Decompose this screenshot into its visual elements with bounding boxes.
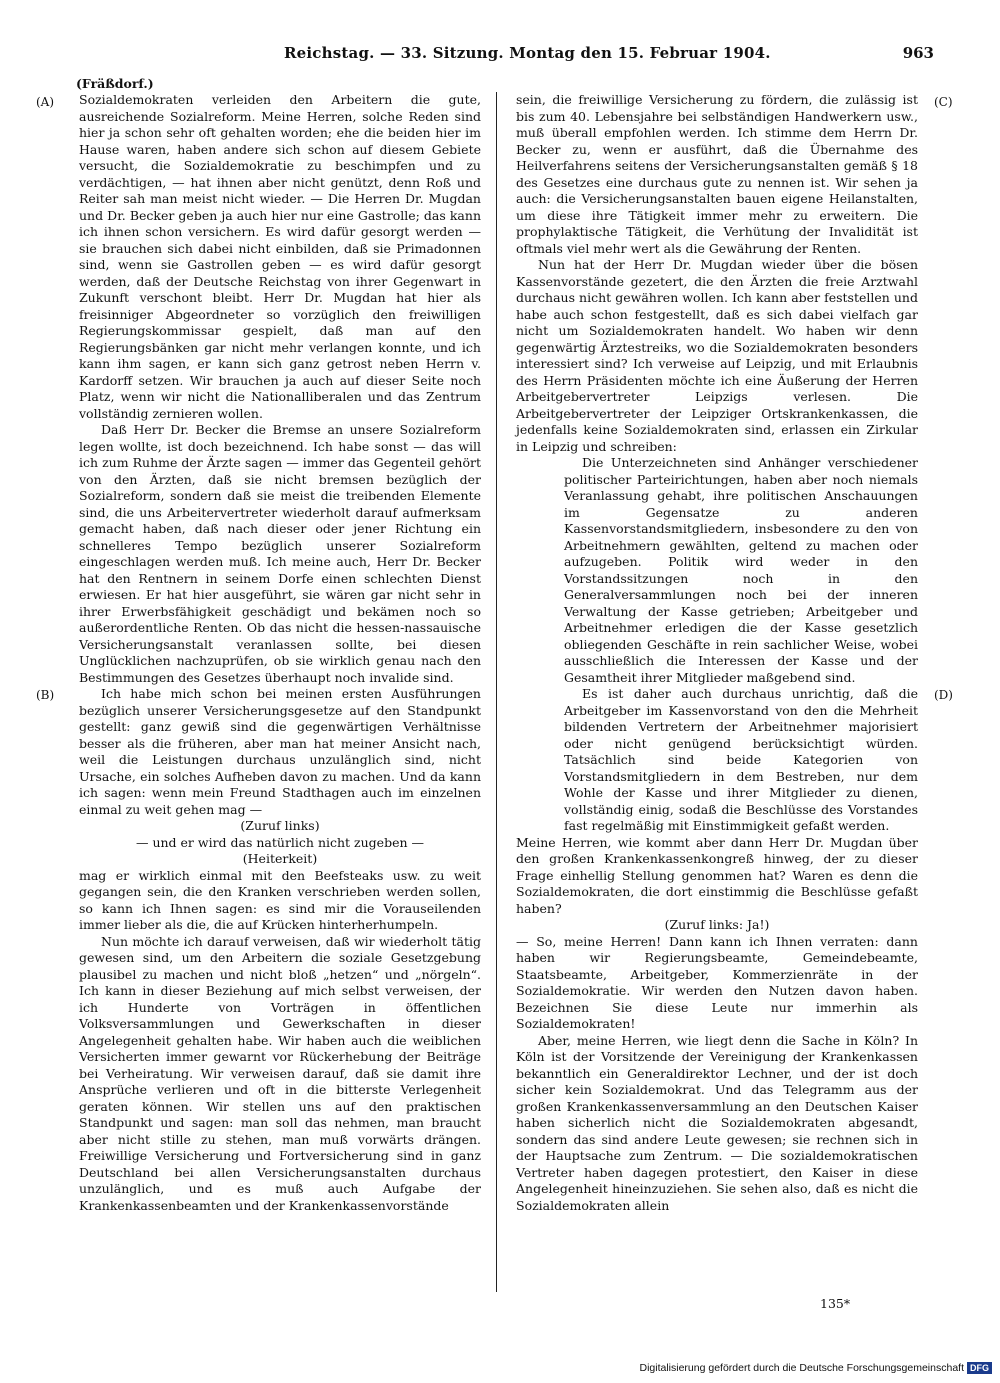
paragraph: Ich habe mich schon bei meinen ersten Ausführungen bezüglich unserer Versicherungsgesetze auf den Standpunkt gestellt: ganz gewiß sind die gegenwärtigen Verhältnisse besser als die früheren, aber man hat meiner Ansicht nach, weil die Leistungen durchaus unzulänglich sind, nicht Ursache, ein solches Aufheben davon zu machen. Und da kann ich sagen: wenn mein Freund Stadthagen auch im einzelnen einmal zu weit gehen mag — (79, 686, 481, 817)
margin-mark-c: (C) (934, 95, 953, 109)
page-header (64, 44, 934, 68)
interjection: (Heiterkeit) (242, 851, 318, 866)
right-column (516, 92, 918, 1214)
left-column (79, 92, 481, 1214)
paragraph: — So, meine Herren! Dann kann ich Ihnen verraten: dann haben wir Regierungsbeamte, Gemeindebeamte, Staatsbeamte, Arbeitgeber, Kommerzienräte in der Sozialdemokratie. Wir werden den Nutzen davon haben. Bezeichnen Sie diese Leute nur immerhin als Sozialdemokraten! (516, 933, 918, 1031)
interjection: — und er wird das natürlich nicht zugeben — (135, 834, 424, 850)
margin-mark-d: (D) (934, 688, 953, 702)
speaker-name: (Fräßdorf.) (76, 76, 154, 91)
paragraph: Sozialdemokraten verleiden den Arbeitern die gute, ausreichende Sozialreform. Meine Herren, solche Reden sind hier ja schon sehr oft gehalten worden; ehe die beiden hier im Hause waren, haben andere sich schon auf diesem Gebiete versucht, die Sozialdemokratie zu beschimpfen und zu verdächtigen, — hat ihnen aber nicht genützt, denn Roß und Reiter sah man meist nicht wieder. — Die Herren Dr. Mugdan und Dr. Becker geben ja auch hier nur eine Gastrolle; das kann ich ihnen schon versichern. Es wird dafür gesorgt werden — sie brauchen sich dabei nicht einbilden, daß sie Primadonnen sind, wenn sie Gastrollen geben — es wird dafür gesorgt werden, daß der Deutsche Reichstag von ihrer Gegenwart in Zukunft verschont bleibt. Herr Dr. Mugdan hat hier als freisinniger Abgeordneter so vorzüglich den freiwilligen Regierungskommissar gespielt, daß man auf den Regierungsbänken gar nicht mehr verlangen konnte, und ich kann ihm sagen, er kann sich ganz getrost neben Herrn v. Kardorff setzen. Wir brauchen ja auch auf dieser Seite noch Platz, wenn wir nicht die Nationalliberalen und das Zentrum vollständig zernieren wollen. (79, 92, 481, 421)
dfg-logo: DFG (967, 1362, 992, 1374)
paragraph: Nun möchte ich darauf verweisen, daß wir wiederholt tätig gewesen sind, um den Arbeitern die soziale Gesetzgebung plausibel zu machen und nicht bloß „hetzen“ und „nörgeln“. Ich kann in dieser Beziehung auf mich selbst verweisen, der ich Hunderte von Vorträgen in öffentlichen Volksversammlungen und Gewerkschaften in dieser Angelegenheit gehalten habe. Wir haben auch die weiblichen Versicherten immer gewarnt vor Rückerhebung der Beiträge bei Verheiratung. Wir verweisen darauf, daß sie damit ihre Ansprüche verlieren und oft in die bitterste Verlegenheit geraten können. Wir stellen uns auf den praktischen Standpunkt und sagen: man soll das nehmen, man braucht aber nicht stille zu stehen, man muß vorwärts drängen. Freiwillige Versicherung und Fortversicherung sind in ganz Deutschland bei allen Versicherungsanstalten durchaus unzulänglich, und es muß auch Aufgabe der Krankenkassenbeamten und der Krankenkassenvorstände (79, 933, 481, 1213)
footer (600, 1362, 992, 1378)
running-title: Reichstag. — 33. Sitzung. Montag den 15. Februar 1904. (284, 44, 771, 62)
paragraph: mag er wirklich einmal mit den Beefsteaks usw. zu weit gegangen sein, die den Kranken verschrieben werden sollen, so kann ich Ihnen sagen: es sind mir die Vorauseilenden immer lieber als die, die auf Krücken hinterherhumpeln. (79, 867, 481, 932)
interjection: (Zuruf links) (240, 818, 320, 833)
paragraph: Aber, meine Herren, wie liegt denn die Sache in Köln? In Köln ist der Vorsitzende der Vereinigung der Krankenkassen bekanntlich ein Generaldirektor Lechner, und der ist doch sicher kein Sozialdemokrat. Und das Telegramm aus der großen Krankenkassenversammlung an den Deutschen Kaiser haben sicherlich nicht die Sozialdemokraten abgesandt, sondern das sind andere Leute gewesen; sie rechnen sich in der Hauptsache zum Zentrum. — Die sozialdemokratischen Vertreter haben dagegen protestiert, den Kaiser in diese Angelegenheit hineinzuziehen. Sie sehen also, daß es nicht die Sozialdemokraten allein (516, 1032, 918, 1213)
interjection: (Zuruf links: Ja!) (664, 917, 770, 932)
paragraph: Daß Herr Dr. Becker die Bremse an unsere Sozialreform legen wollte, ist doch bezeichnend. Ich habe sonst — das will ich zum Ruhme der Ärzte sagen — immer das Gegenteil gehört von den Ärzten, daß sie nicht bremsen bezüglich der Sozialreform, sondern daß sie meist die treibenden Elemente sind, die uns Arbeitervertreter wiederholt darauf aufmerksam gemacht haben, daß nach dieser oder jener Richtung ein schnelleres Tempo bezüglich unserer Sozialreform eingeschlagen werden muß. Ich meine auch, Herr Dr. Becker hat den Rentnern in seinem Dorfe einen schlechten Dienst erwiesen. Er hat hier ausgeführt, sie wären gar nicht sehr in ihrer Erwerbsfähigkeit geschädigt und bekämen noch so außerordentliche Renten. Ob das nicht die hessen-nassauische Versicherungsanstalt veranlassen sollte, bei diesen Unglücklichen nachzuprüfen, ob sie wirklich genau nach den Bestimmungen des Gesetzes überhaupt noch invalide sind. (79, 422, 481, 685)
margin-mark-b: (B) (36, 688, 55, 702)
margin-mark-a: (A) (36, 95, 55, 109)
page-number: 963 (902, 44, 934, 62)
paragraph: Meine Herren, wie kommt aber dann Herr Dr. Mugdan über den großen Krankenkassenkongreß hinweg, der zu dieser Frage einhellig Stellung genommen hat? Waren es denn die Sozialdemokraten, die dort einstimmig die Beschlüsse gefaßt haben? (516, 834, 918, 916)
paragraph: sein, die freiwillige Versicherung zu fördern, die zulässig ist bis zum 40. Lebensjahre bei selbständigen Handwerkern usw., muß überall empfohlen werden. Ich stimme dem Herrn Dr. Becker zu, wenn er ausführt, daß die Übernahme des Heilverfahrens seitens der Versicherungsanstalten gemäß § 18 des Gesetzes eine durchaus gute zu nennen ist. Wir sehen ja auch: die Versicherungsanstalten bauen eigene Heilanstalten, um diese ihre Tätigkeit immer mehr zu erweitern. Die prophylaktische Tätigkeit, die Verhütung der Invalidität ist oftmals viel mehr wert als die Gewährung der Renten. (516, 92, 918, 256)
paragraph: Die Unterzeichneten sind Anhänger verschiedener politischer Parteirichtungen, haben aber noch niemals Veranlassung gehabt, ihre politischen Anschauungen im Gegensatze zu anderen Kassenvorstandsmitgliedern, insbesondere zu den von Arbeitnehmern gewählten, geltend zu machen oder aufzugeben. Politik wird weder in den Vorstandssitzungen noch in den Generalversammlungen noch bei der inneren Verwaltung der Kasse getrieben; Arbeitgeber und Arbeitnehmer erledigen die der Kasse gesetzlich obliegenden Geschäfte in rein sachlicher Weise, wobei ausschließlich die Interessen der Kasse und der Gesamtheit ihrer Mitglieder maßgebend sind. (564, 455, 918, 685)
paragraph: Es ist daher auch durchaus unrichtig, daß die Arbeitgeber im Kassenvorstand von den die Mehrheit bildenden Vertretern der Arbeitnehmer majorisiert oder nicht genügend berücksichtigt würden. Tatsächlich sind beide Kategorien von Vorstandsmitgliedern in dem Bestreben, nur dem Wohle der Kasse und ihrer Mitglieder zu dienen, vollständig einig, sodaß die Beschlüsse des Vorstandes fast regelmäßig mit Einstimmigkeit gefaßt werden. (564, 686, 918, 833)
paragraph: Nun hat der Herr Dr. Mugdan wieder über die bösen Kassenvorstände gezetert, die den Ärzten die freie Arztwahl durchaus nicht gewähren wollen. Ich kann aber feststellen und habe auch schon festgestellt, daß es sich dabei vielfach gar nicht um Sozialdemokraten handelt. Wo haben wir denn gegenwärtig Ärztestreiks, wo die Sozialdemokraten besonders interessiert sind? Ich verweise auf Leipzig, und mit Erlaubnis des Herrn Präsidenten möchte ich eine Äußerung der Herren Arbeitgebervertreter Leipzigs verlesen. Die Arbeitgebervertreter der Leipziger Ortskrankenkassen, die jedenfalls keine Sozialdemokraten sind, erlassen ein Zirkular in Leipzig und schreiben: (516, 257, 918, 454)
sheet-mark: 135* (820, 1296, 851, 1311)
footer-text: Digitalisierung gefördert durch die Deutsche Forschungsgemeinschaft (639, 1362, 964, 1374)
column-divider (496, 92, 497, 1292)
